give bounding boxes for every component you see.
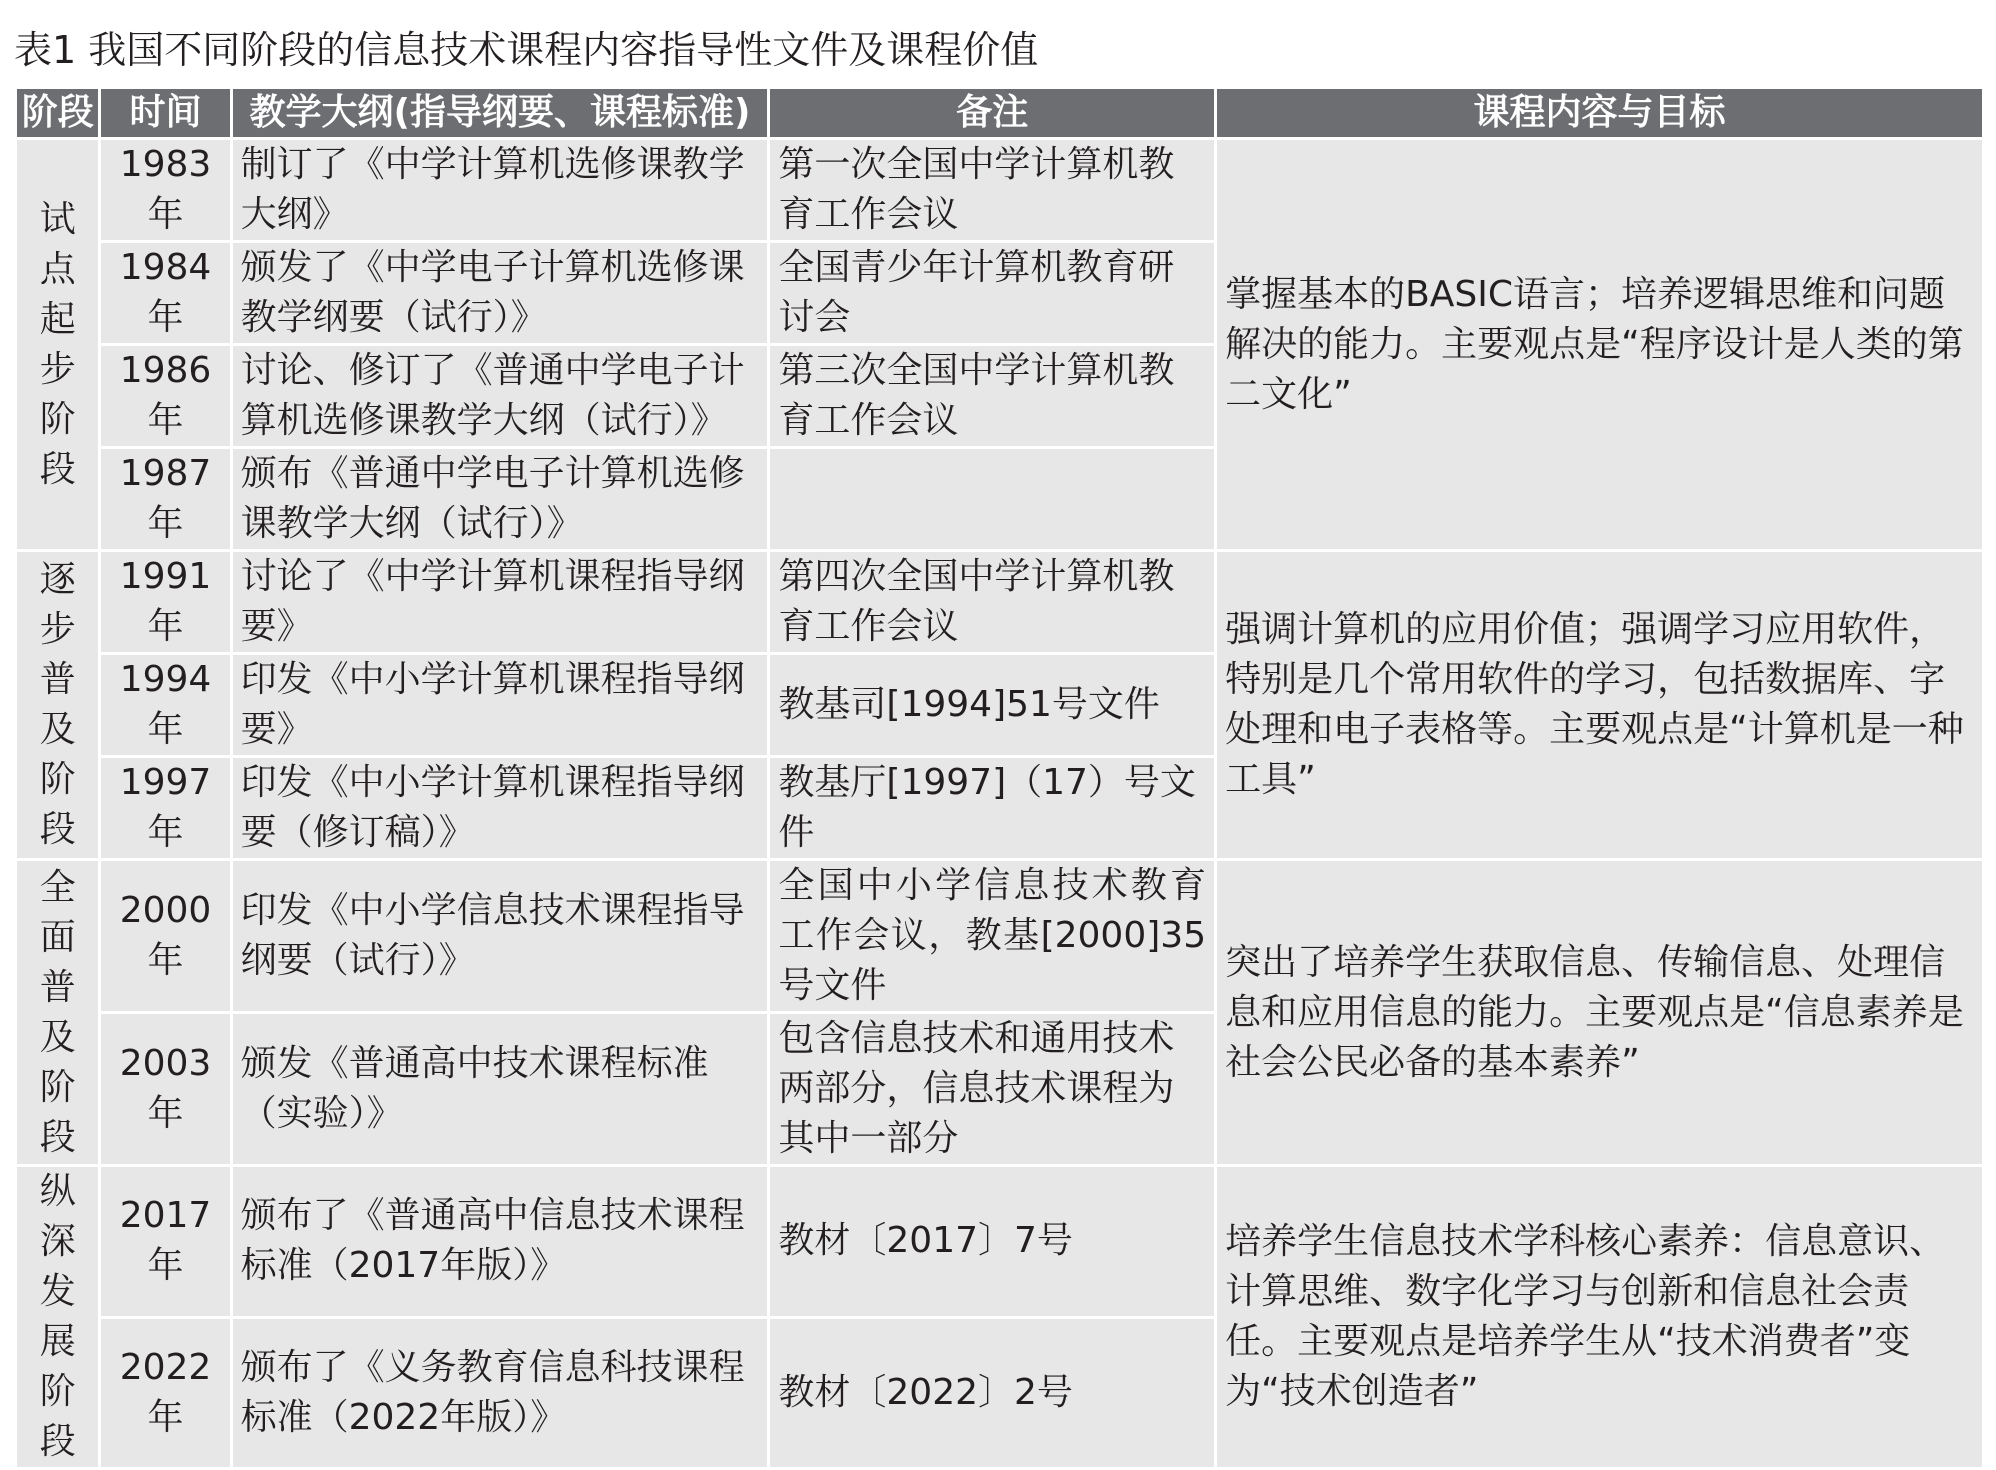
header-time: 时间 [100, 88, 231, 139]
year-cell: 2022年 [100, 1317, 231, 1469]
syllabus-cell: 印发《中小学计算机课程指导纲要》 [231, 654, 769, 757]
year-cell: 2017年 [100, 1166, 231, 1318]
table-row [16, 1166, 1984, 1318]
year-cell: 2000年 [100, 860, 231, 1013]
note-cell: 第三次全国中学计算机教育工作会议 [769, 345, 1216, 448]
syllabus-cell: 印发《中小学计算机课程指导纲要（修订稿）》 [231, 757, 769, 860]
header-stage: 阶段 [16, 88, 100, 139]
stage-cell: 纵深发展阶段 [16, 1166, 100, 1469]
note-cell [769, 448, 1216, 551]
syllabus-cell: 颁发《普通高中技术课程标准（实验）》 [231, 1013, 769, 1166]
syllabus-cell: 颁布了《普通高中信息技术课程标准（2017年版）》 [231, 1166, 769, 1318]
year-cell: 1997年 [100, 757, 231, 860]
goal-cell: 掌握基本的BASIC语言；培养逻辑思维和问题解决的能力。主要观点是“程序设计是人类的第二文化” [1216, 139, 1984, 551]
goal-cell: 培养学生信息技术学科核心素养：信息意识、计算思维、数字化学习与创新和信息社会责任。主要观点是培养学生从“技术消费者”变为“技术创造者” [1216, 1166, 1984, 1469]
syllabus-cell: 讨论、修订了《普通中学电子计算机选修课教学大纲（试行）》 [231, 345, 769, 448]
table-row [16, 860, 1984, 1013]
note-cell: 全国中小学信息技术教育工作会议，教基[2000]35号文件 [769, 860, 1216, 1013]
syllabus-cell: 颁布了《义务教育信息科技课程标准（2022年版）》 [231, 1317, 769, 1469]
header-goal: 课程内容与目标 [1216, 88, 1984, 139]
note-cell: 教材〔2022〕2号 [769, 1317, 1216, 1469]
goal-cell: 突出了培养学生获取信息、传输信息、处理信息和应用信息的能力。主要观点是“信息素养是社会公民必备的基本素养” [1216, 860, 1984, 1166]
curriculum-table [14, 86, 1985, 1470]
syllabus-cell: 讨论了《中学计算机课程指导纲要》 [231, 551, 769, 654]
header-syllabus: 教学大纲(指导纲要、课程标准) [231, 88, 769, 139]
table-row [16, 551, 1984, 654]
note-cell: 教基司[1994]51号文件 [769, 654, 1216, 757]
stage-cell: 逐步普及阶段 [16, 551, 100, 860]
table-row [16, 139, 1984, 242]
year-cell: 1986年 [100, 345, 231, 448]
syllabus-cell: 制订了《中学计算机选修课教学大纲》 [231, 139, 769, 242]
syllabus-cell: 印发《中小学信息技术课程指导纲要（试行）》 [231, 860, 769, 1013]
stage-cell: 试点起步阶段 [16, 139, 100, 551]
table-caption: 表1 我国不同阶段的信息技术课程内容指导性文件及课程价值 [14, 28, 1039, 72]
year-cell: 1983年 [100, 139, 231, 242]
year-cell: 1994年 [100, 654, 231, 757]
syllabus-cell: 颁发了《中学电子计算机选修课教学纲要（试行）》 [231, 242, 769, 345]
syllabus-cell: 颁布《普通中学电子计算机选修课教学大纲（试行）》 [231, 448, 769, 551]
year-cell: 1991年 [100, 551, 231, 654]
year-cell: 1987年 [100, 448, 231, 551]
stage-cell: 全面普及阶段 [16, 860, 100, 1166]
note-cell: 教基厅[1997]（17）号文件 [769, 757, 1216, 860]
note-cell: 教材〔2017〕7号 [769, 1166, 1216, 1318]
year-cell: 2003年 [100, 1013, 231, 1166]
note-cell: 包含信息技术和通用技术两部分，信息技术课程为其中一部分 [769, 1013, 1216, 1166]
year-cell: 1984年 [100, 242, 231, 345]
table-header-row [16, 88, 1984, 139]
goal-cell: 强调计算机的应用价值；强调学习应用软件，特别是几个常用软件的学习，包括数据库、字处理和电子表格等。主要观点是“计算机是一种工具” [1216, 551, 1984, 860]
header-note: 备注 [769, 88, 1216, 139]
note-cell: 第一次全国中学计算机教育工作会议 [769, 139, 1216, 242]
note-cell: 第四次全国中学计算机教育工作会议 [769, 551, 1216, 654]
note-cell: 全国青少年计算机教育研讨会 [769, 242, 1216, 345]
